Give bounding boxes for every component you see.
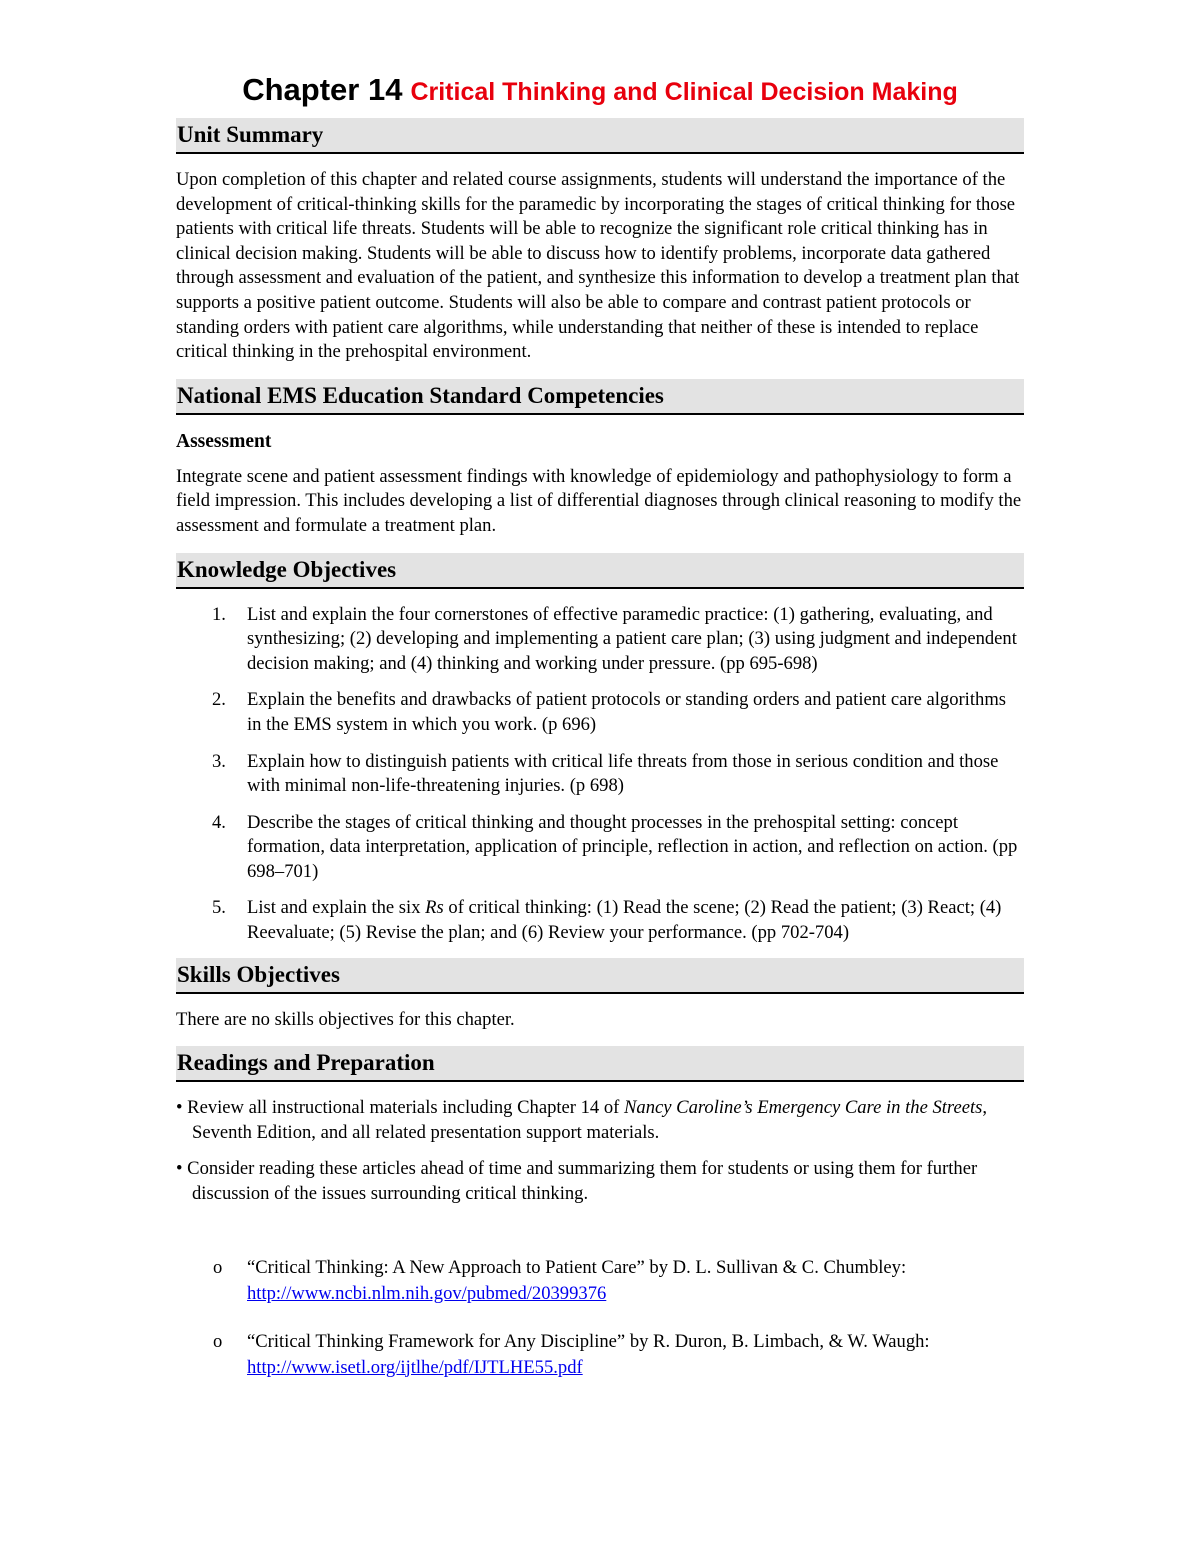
list-item-number: 3. <box>212 750 226 772</box>
readings-bullet-review <box>176 1096 1024 1145</box>
list-item-text-start: List and explain the six <box>247 897 426 919</box>
section-heading-readings: Readings and Preparation <box>176 1046 1024 1082</box>
chapter-number: Chapter 14 <box>242 72 403 107</box>
competency-subheading: Assessment <box>176 430 272 452</box>
bullet-text-start: Review all instructional materials including Chapter 14 of <box>182 1097 625 1119</box>
list-item <box>176 750 1024 799</box>
article-item <box>176 1329 1024 1381</box>
article-link[interactable]: http://www.ncbi.nlm.nih.gov/pubmed/20399376 <box>247 1282 607 1304</box>
chapter-title <box>176 66 1024 112</box>
section-heading-unit-summary: Unit Summary <box>176 118 1024 154</box>
bullet-marker: • <box>176 1158 183 1180</box>
bullet-text-end: , Seventh Edition, and all related presentation support materials. <box>192 1097 988 1143</box>
list-item <box>176 811 1024 885</box>
section-heading-competencies: National EMS Education Standard Competencies <box>176 379 1024 415</box>
list-item-text: Describe the stages of critical thinking and thought processes in the prehospital setting: concept formation, data interpretation, application of principle, reflection in action, and reflection on action. (pp 698–701) <box>247 811 1018 882</box>
book-title: Nancy Caroline’s Emergency Care in the Streets <box>624 1097 983 1119</box>
article-citation: “Critical Thinking: A New Approach to Patient Care” by D. L. Sullivan & C. Chumbley: <box>247 1256 907 1278</box>
list-item <box>176 688 1024 737</box>
bullet-marker: • <box>176 1097 183 1119</box>
article-item <box>176 1255 1024 1307</box>
knowledge-objectives-list <box>176 603 1024 946</box>
list-item-text: List and explain the four cornerstones of effective paramedic practice: (1) gathering, evaluating, and synthesizing; (2) developing and implementing a patient care plan; (3) using judgment and independent decision making; and (4) thinking and working under pressure. (pp 695-698) <box>247 603 1017 674</box>
list-item-text: Explain how to distinguish patients with critical life threats from those in serious condition and those with minimal non-life-threatening injuries. (p 698) <box>247 750 999 797</box>
competency-text: Integrate scene and patient assessment findings with knowledge of epidemiology and pathophysiology to form a field impression. This includes developing a list of differential diagnoses through clinical reasoning to modify the assessment and formulate a treatment plan. <box>176 465 1022 536</box>
article-citation: “Critical Thinking Framework for Any Discipline” by R. Duron, B. Limbach, & W. Waugh: <box>247 1330 930 1352</box>
section-heading-skills-objectives: Skills Objectives <box>176 958 1024 994</box>
article-link[interactable]: http://www.isetl.org/ijtlhe/pdf/IJTLHE55.pdf <box>247 1356 583 1378</box>
document-page <box>176 66 1024 1403</box>
article-list <box>176 1255 1024 1381</box>
list-item-number: 2. <box>212 689 226 711</box>
section-heading-knowledge-objectives: Knowledge Objectives <box>176 553 1024 589</box>
list-item-number: 5. <box>212 897 226 919</box>
list-item-number: 1. <box>212 603 226 625</box>
list-item <box>176 896 1024 945</box>
list-item <box>176 603 1024 677</box>
chapter-name: Critical Thinking and Clinical Decision Making <box>410 78 958 106</box>
sub-bullet-marker: o <box>213 1256 223 1278</box>
bullet-text: Consider reading these articles ahead of time and summarizing them for students or using them for further discussion of the issues surrounding critical thinking. <box>182 1158 978 1205</box>
list-item-number: 4. <box>212 811 226 833</box>
list-item-text-end: of critical thinking: (1) Read the scene; (2) Read the patient; (3) React; (4) Reevaluate; (5) Revise the plan; and (6) Review your performance. (pp 702-704) <box>247 897 1002 944</box>
unit-summary-text: Upon completion of this chapter and related course assignments, students will understand the importance of the development of critical-thinking skills for the paramedic by incorporating the stages of critical thinking for those patients with critical life threats. Students will be able to recognize the significant role critical thinking has in clinical decision making. Students will be able to discuss how to identify problems, incorporate data gathered through assessment and evaluation of the patient, and synthesize this information to develop a treatment plan that supports a positive patient outcome. Students will also be able to compare and contrast patient protocols or standing orders with patient care algorithms, while understanding that neither of these is intended to replace critical thinking in the prehospital environment. <box>176 169 1020 363</box>
readings-bullet-articles <box>176 1157 1024 1206</box>
sub-bullet-marker: o <box>213 1330 223 1352</box>
list-item-italic: Rs <box>425 897 444 919</box>
skills-objectives-text: There are no skills objectives for this chapter. <box>176 1008 515 1030</box>
list-item-text: Explain the benefits and drawbacks of patient protocols or standing orders and patient care algorithms in the EMS system in which you work. (p 696) <box>247 689 1007 735</box>
